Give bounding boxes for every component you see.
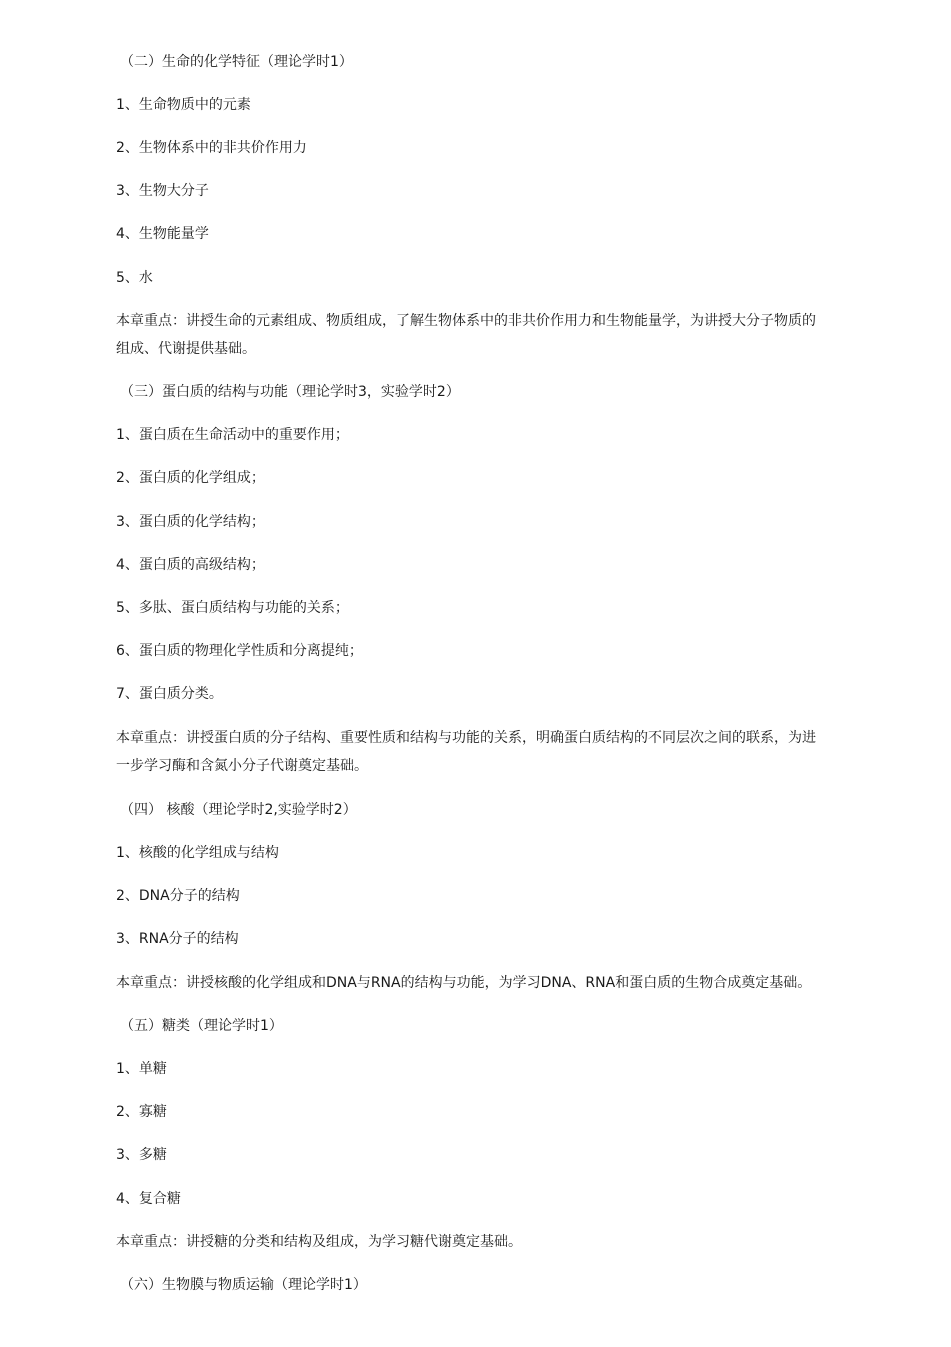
list-item: 2、寡糖 [116,1104,167,1120]
list-item: 3、生物大分子 [116,183,209,199]
list-item: 1、生命物质中的元素 [116,97,251,113]
list-item: 2、蛋白质的化学组成； [116,470,265,486]
section-5-focus: 本章重点：讲授糖的分类和结构及组成，为学习糖代谢奠定基础。 [116,1234,522,1250]
list-item: 5、多肽、蛋白质结构与功能的关系； [116,600,349,616]
section-3-heading: （三）蛋白质的结构与功能（理论学时3，实验学时2） [120,384,460,400]
list-item: 7、蛋白质分类。 [116,686,223,702]
focus-line: 一步学习酶和含氮小分子代谢奠定基础。 [116,758,368,774]
list-item: 2、生物体系中的非共价作用力 [116,140,307,156]
section-6-heading: （六）生物膜与物质运输（理论学时1） [120,1277,367,1293]
section-4-focus: 本章重点：讲授核酸的化学组成和DNA与RNA的结构与功能，为学习DNA、RNA和蛋白质的生物合成奠定基础。 [116,975,812,991]
list-item: 3、RNA分子的结构 [116,931,239,947]
list-item: 3、多糖 [116,1147,167,1163]
focus-line: 组成、代谢提供基础。 [116,341,256,357]
list-item: 1、单糖 [116,1061,167,1077]
list-item: 5、水 [116,270,153,286]
focus-line: 本章重点：讲授生命的元素组成、物质组成，了解生物体系中的非共价作用力和生物能量学，为讲授大分子物质的 [116,313,816,329]
list-item: 1、核酸的化学组成与结构 [116,845,279,861]
list-item: 3、蛋白质的化学结构； [116,514,265,530]
section-2-heading: （二）生命的化学特征（理论学时1） [120,54,353,70]
list-item: 6、蛋白质的物理化学性质和分离提纯； [116,643,363,659]
list-item: 4、蛋白质的高级结构； [116,557,265,573]
list-item: 1、蛋白质在生命活动中的重要作用； [116,427,349,443]
section-5-heading: （五）糖类（理论学时1） [120,1018,283,1034]
section-3-focus [116,724,846,780]
list-item: 2、DNA分子的结构 [116,888,240,904]
list-item: 4、复合糖 [116,1191,181,1207]
focus-line: 本章重点：讲授蛋白质的分子结构、重要性质和结构与功能的关系，明确蛋白质结构的不同层次之间的联系，为进 [116,730,816,746]
section-2-focus [116,307,846,363]
section-4-heading: （四） 核酸（理论学时2,实验学时2） [120,802,357,818]
list-item: 4、生物能量学 [116,226,209,242]
